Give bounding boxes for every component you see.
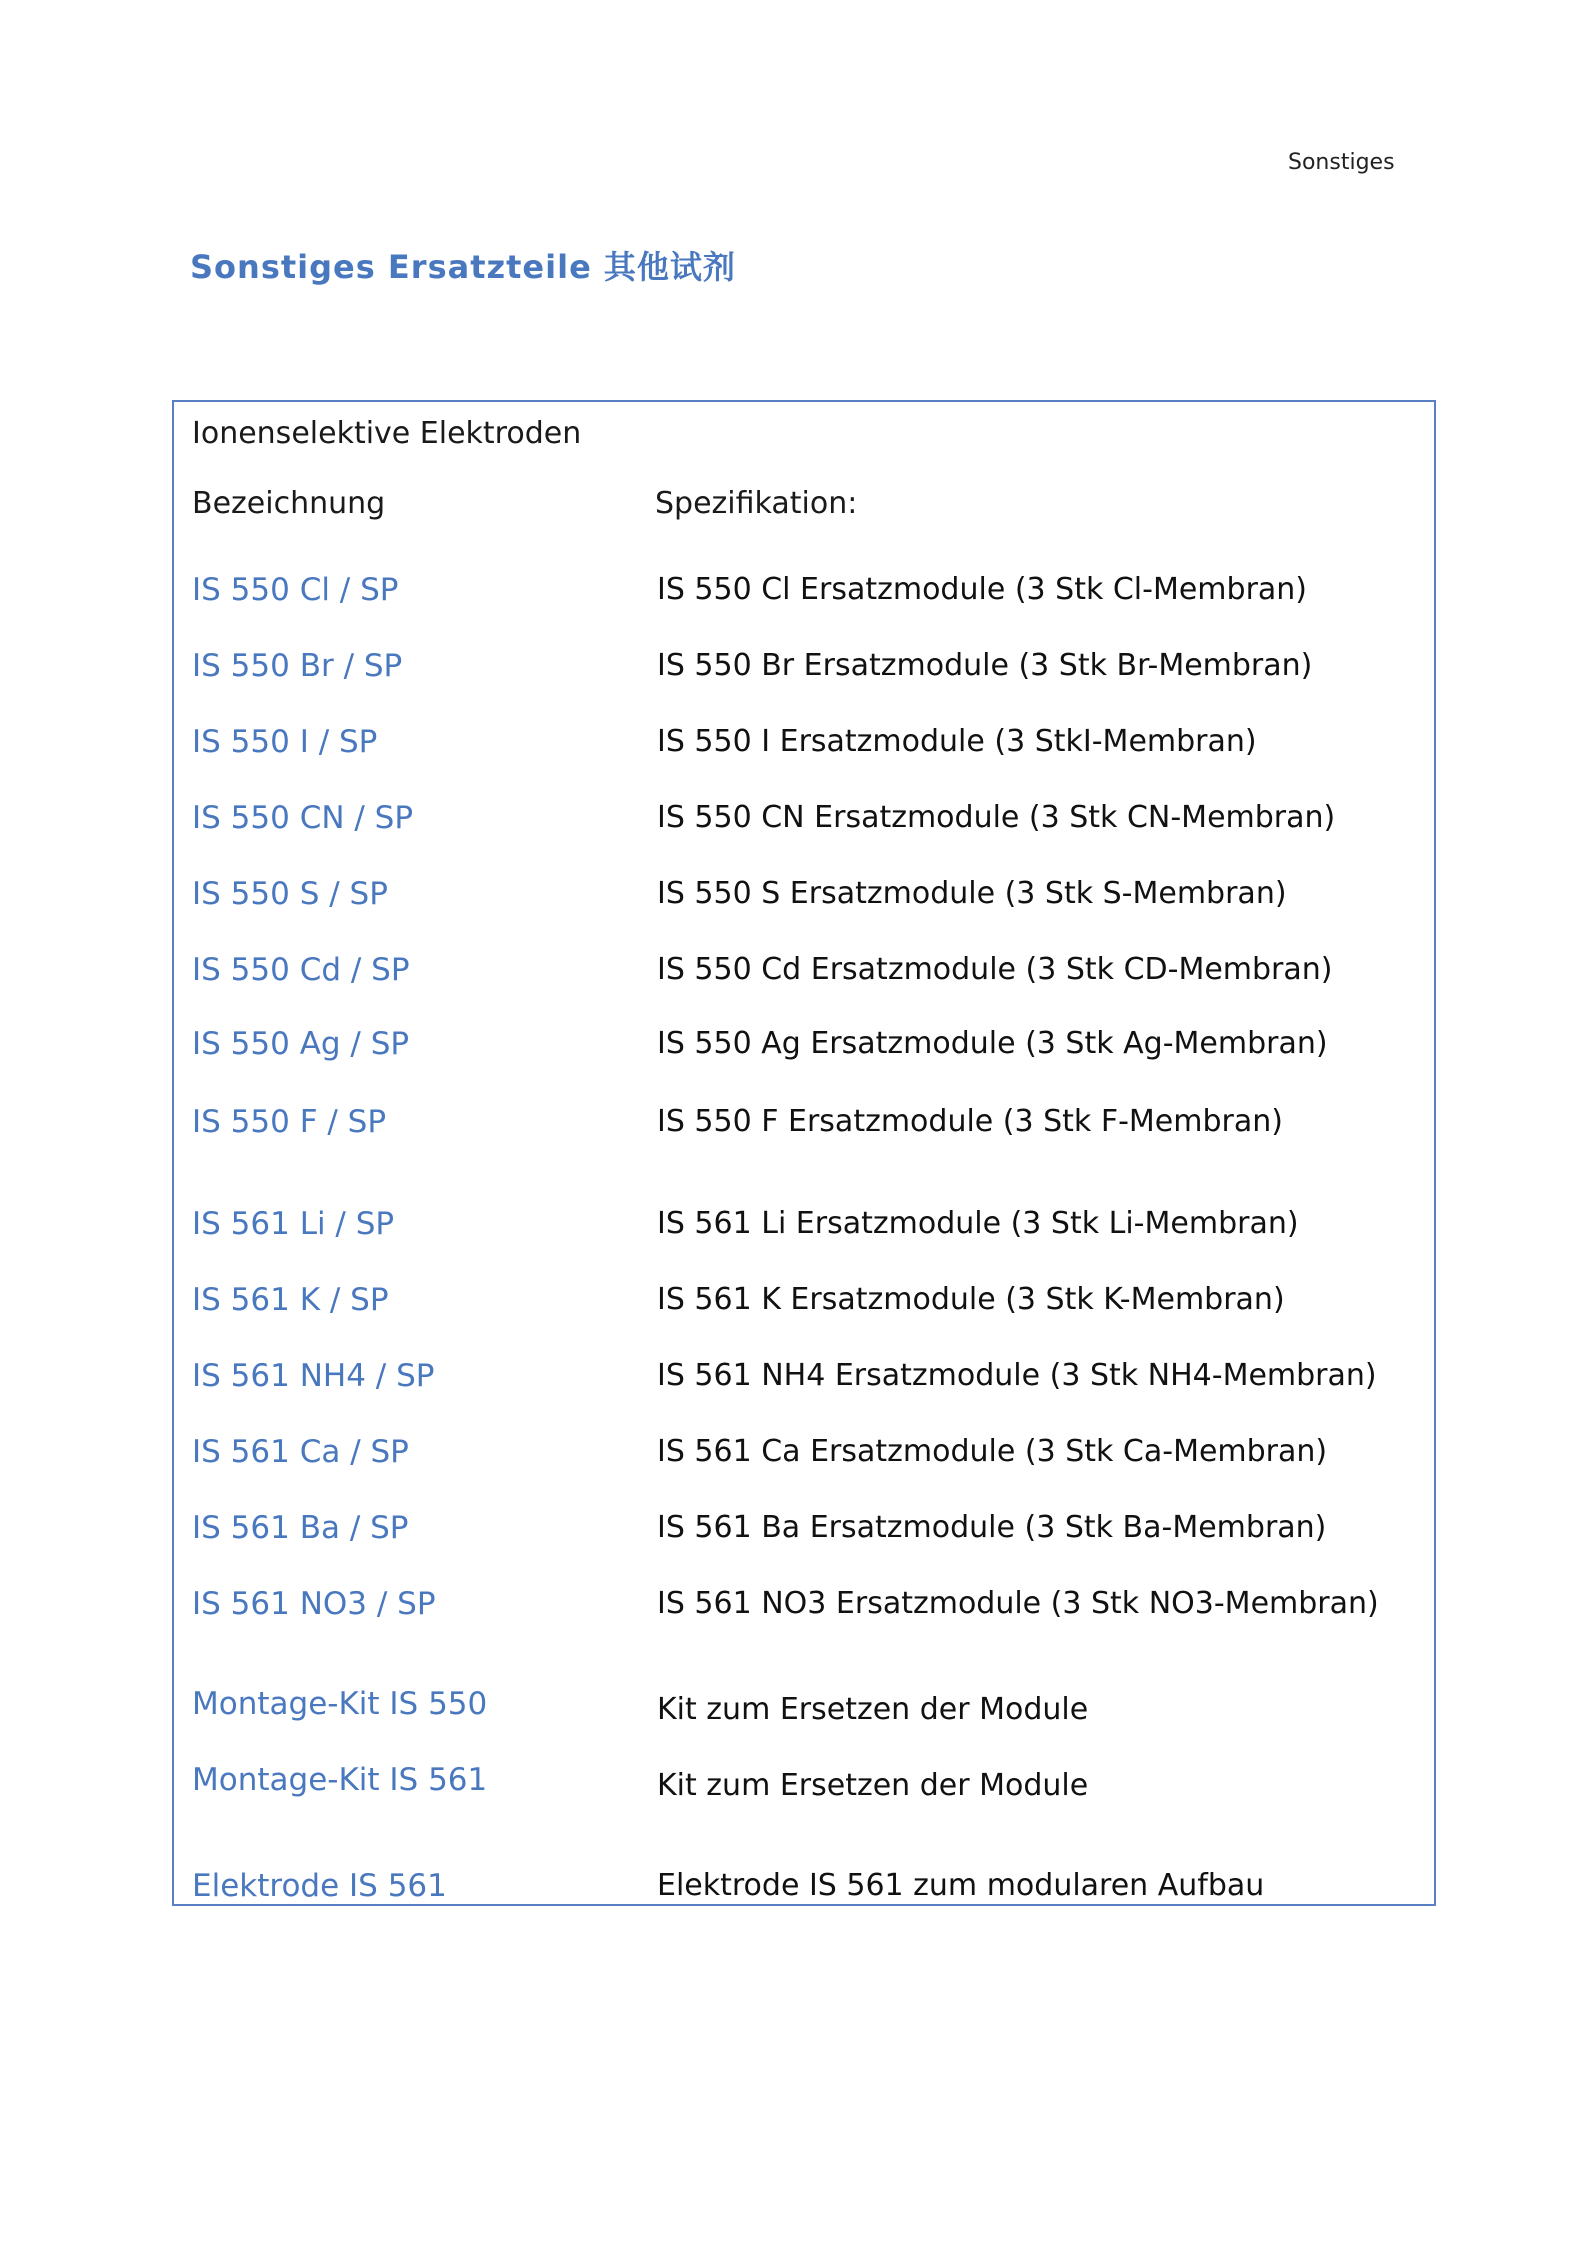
part-spec: IS 550 Cd Ersatzmodule (3 Stk CD-Membran) xyxy=(657,952,1333,987)
part-name: IS 550 Ag / SP xyxy=(192,1026,410,1062)
table-title: Ionenselektive Elektroden xyxy=(192,416,582,451)
table-row xyxy=(174,1206,1434,1246)
part-spec: IS 550 I Ersatzmodule (3 StkI-Membran) xyxy=(657,724,1257,759)
part-spec: Kit zum Ersetzen der Module xyxy=(657,1692,1089,1727)
part-spec: IS 561 NH4 Ersatzmodule (3 Stk NH4-Membran) xyxy=(657,1358,1377,1393)
part-name: IS 550 CN / SP xyxy=(192,800,414,836)
table-row xyxy=(174,572,1434,612)
part-spec: Elektrode IS 561 zum modularen Aufbau xyxy=(657,1868,1265,1903)
part-name: IS 561 NH4 / SP xyxy=(192,1358,435,1394)
part-spec: IS 550 Cl Ersatzmodule (3 Stk Cl-Membran) xyxy=(657,572,1308,607)
table-row xyxy=(174,1686,1434,1726)
column-header-name: Bezeichnung xyxy=(192,486,386,521)
part-spec: IS 561 NO3 Ersatzmodule (3 Stk NO3-Membran) xyxy=(657,1586,1379,1621)
table-row xyxy=(174,800,1434,840)
table-row xyxy=(174,952,1434,992)
table-row xyxy=(174,1434,1434,1474)
table-row xyxy=(174,876,1434,916)
part-name: IS 561 Ca / SP xyxy=(192,1434,409,1470)
table-row xyxy=(174,1586,1434,1626)
part-name: IS 550 F / SP xyxy=(192,1104,387,1140)
part-spec: IS 561 Ba Ersatzmodule (3 Stk Ba-Membran) xyxy=(657,1510,1327,1545)
part-name: Montage-Kit IS 550 xyxy=(192,1686,488,1722)
part-name: IS 550 Cl / SP xyxy=(192,572,399,608)
part-name: Montage-Kit IS 561 xyxy=(192,1762,488,1798)
part-spec: IS 550 CN Ersatzmodule (3 Stk CN-Membran) xyxy=(657,800,1336,835)
page-title: Sonstiges Ersatzteile 其他试剂 xyxy=(190,248,736,286)
part-name: IS 561 K / SP xyxy=(192,1282,389,1318)
part-spec: IS 561 Ca Ersatzmodule (3 Stk Ca-Membran) xyxy=(657,1434,1328,1469)
part-spec: IS 561 K Ersatzmodule (3 Stk K-Membran) xyxy=(657,1282,1285,1317)
part-spec: IS 550 Br Ersatzmodule (3 Stk Br-Membran) xyxy=(657,648,1313,683)
table-row xyxy=(174,1762,1434,1802)
table-row xyxy=(174,1868,1434,1908)
page-header: Sonstiges xyxy=(1288,150,1395,175)
column-header-spec: Spezifikation: xyxy=(655,486,858,521)
table-row xyxy=(174,648,1434,688)
part-name: IS 561 Li / SP xyxy=(192,1206,395,1242)
part-name: IS 561 NO3 / SP xyxy=(192,1586,436,1622)
part-spec: IS 550 Ag Ersatzmodule (3 Stk Ag-Membran) xyxy=(657,1026,1328,1061)
part-name: IS 550 S / SP xyxy=(192,876,388,912)
table-row xyxy=(174,1282,1434,1322)
table-row xyxy=(174,1510,1434,1550)
part-spec: IS 550 S Ersatzmodule (3 Stk S-Membran) xyxy=(657,876,1287,911)
part-name: IS 561 Ba / SP xyxy=(192,1510,409,1546)
part-spec: Kit zum Ersetzen der Module xyxy=(657,1768,1089,1803)
table-row xyxy=(174,1026,1434,1066)
parts-table xyxy=(172,400,1436,1906)
table-row xyxy=(174,1358,1434,1398)
part-name: IS 550 I / SP xyxy=(192,724,378,760)
part-spec: IS 550 F Ersatzmodule (3 Stk F-Membran) xyxy=(657,1104,1283,1139)
part-spec: IS 561 Li Ersatzmodule (3 Stk Li-Membran) xyxy=(657,1206,1299,1241)
table-row xyxy=(174,1104,1434,1144)
table-row xyxy=(174,724,1434,764)
part-name: Elektrode IS 561 xyxy=(192,1868,447,1904)
part-name: IS 550 Br / SP xyxy=(192,648,403,684)
part-name: IS 550 Cd / SP xyxy=(192,952,410,988)
